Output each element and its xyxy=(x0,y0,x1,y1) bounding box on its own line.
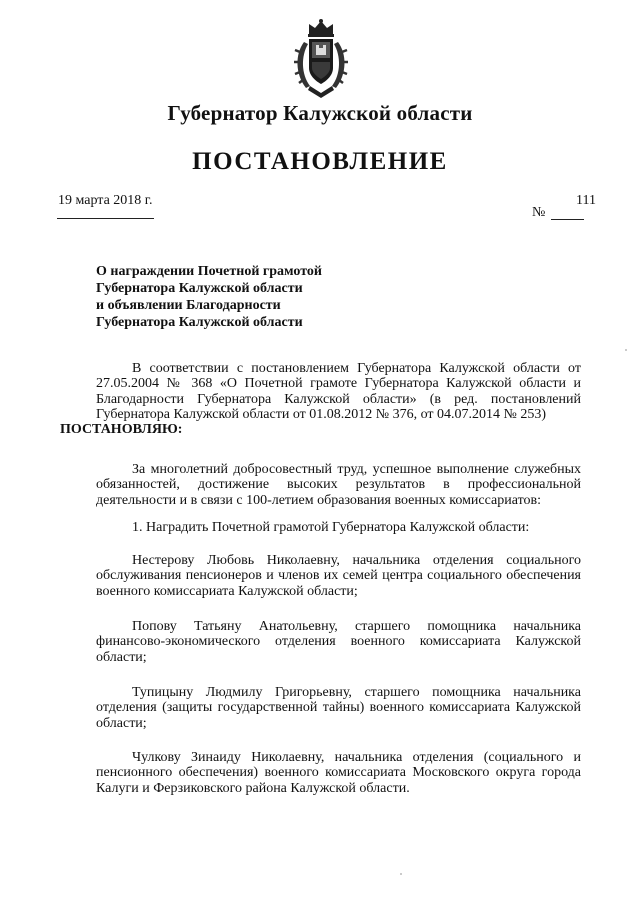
preamble-text: В соответствии с постановлением Губернатора Калужской области от 27.05.2004 № 368 «О Почетной грамоте Губернатора Калужской области и Благодарности Губернатора Калужской области» (в ред. постановлений Губернатора Калужской области от 01.08.2012 № 376, от 04.07.2014 № 253) xyxy=(96,361,581,422)
governor-title: Губернатор Калужской области xyxy=(167,101,473,125)
preamble-paragraph xyxy=(60,361,581,438)
reason-paragraph: За многолетний добросовестный труд, успешное выполнение служебных обязанностей, достижение высоких результатов в профессиональной деятельности и в связи с 100-летием образования военных комиссариатов: xyxy=(96,462,581,508)
date-underline xyxy=(57,218,154,219)
number-underline xyxy=(551,219,584,220)
document-type-heading: ПОСТАНОВЛЕНИЕ xyxy=(192,148,448,175)
number-sign: № xyxy=(532,205,546,220)
awardee-paragraph: Попову Татьяну Анатольевну, старшего помощника начальника финансово-экономического отделения военного комиссариата Калужской области; xyxy=(96,619,581,665)
subject-line: Губернатора Калужской области xyxy=(96,281,303,296)
awardee-paragraph: Тупицыну Людмилу Григорьевну, старшего помощника начальника отделения (защиты государственной тайны) военного комиссариата Калужской области; xyxy=(96,685,581,731)
scan-speck xyxy=(625,349,627,351)
document-date: 19 марта 2018 г. xyxy=(58,193,153,208)
subject-line: Губернатора Калужской области xyxy=(96,315,303,330)
awardee-paragraph: Нестерову Любовь Николаевну, начальника отделения социального обслуживания пенсионеров и членов их семей центра социального обеспечения военного комиссариата Калужской области; xyxy=(96,553,581,599)
document-subject xyxy=(96,263,354,331)
awardee-paragraph: Чулкову Зинаиду Николаевну, начальника отделения (социального и пенсионного обеспечения) военного комиссариата Московского округа города Калуги и Ферзиковского района Калужской области. xyxy=(96,750,581,796)
subject-line: и объявлении Благодарности xyxy=(96,298,281,313)
decree-word: ПОСТАНОВЛЯЮ: xyxy=(60,422,183,438)
award-item-1: 1. Наградить Почетной грамотой Губернатора Калужской области: xyxy=(132,520,530,535)
kaluga-coat-of-arms-icon xyxy=(292,18,350,100)
scan-speck xyxy=(400,873,402,875)
document-number: 111 xyxy=(576,193,596,208)
subject-line: О награждении Почетной грамотой xyxy=(96,264,322,279)
